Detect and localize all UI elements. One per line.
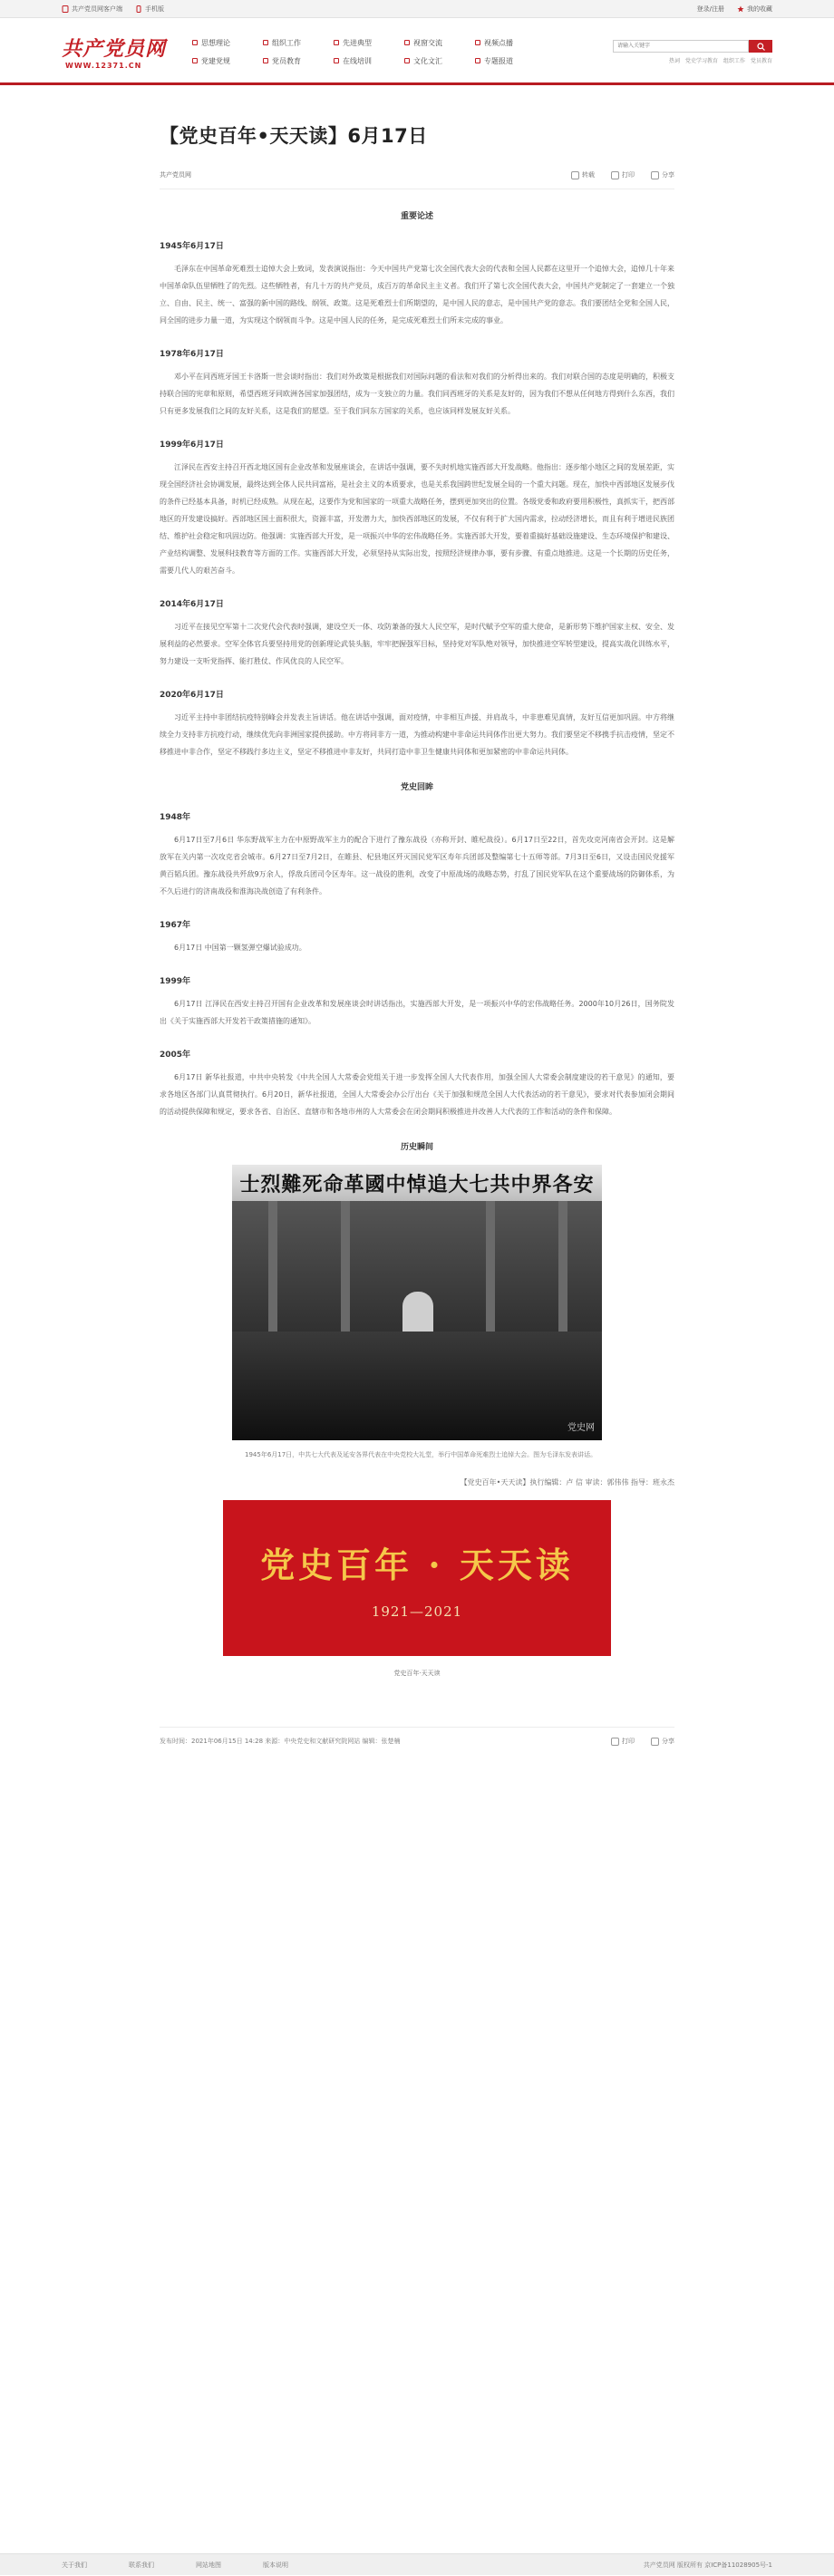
star-icon (737, 5, 744, 13)
promo-caption: 党史百年·天天读 (393, 1670, 441, 1677)
footer-link-sitemap[interactable]: 网站地图 (196, 2561, 221, 2569)
nav-item-theory[interactable]: 思想理论 (192, 35, 257, 50)
search-input[interactable] (613, 40, 749, 53)
nav-item-models[interactable]: 先进典型 (334, 35, 399, 50)
nav-item-exchange[interactable]: 视窗交流 (404, 35, 470, 50)
search-icon (757, 37, 765, 54)
phone-icon (135, 5, 142, 13)
paragraph: 6月17日至7月6日 华东野战军主力在中原野战军主力的配合下进行了豫东战役（亦称开封、睢杞战役）。6月17日至22日，首先攻克河南省会开封。这是解放军在关内第一次攻克省会城市。6月27日至7月2日，在睢县、杞县地区歼灭国民党军区寿年兵团部及整编第七十五师等部。7月3日至6日，又设击国民党援军黄百韬兵团。豫东战役共歼敌9万余人，俘敌兵团司令区寿年。这一战役的胜利，改变了中原战场的战略态势，打乱了国民党军队在这个重要战场的防御体系，为不久后进行的济南战役和淮海决战创造了有利条件。 (160, 836, 674, 896)
share-icon (651, 171, 659, 179)
section-heading: 历史瞬间 (400, 1143, 433, 1152)
print-icon (611, 1738, 619, 1746)
date-heading: 1999年6月17日 (160, 441, 224, 450)
photo-column (341, 1201, 350, 1337)
nav-bullet-icon (334, 40, 339, 45)
nav-bullet-icon (263, 40, 268, 45)
footer-link-version[interactable]: 版本说明 (263, 2561, 288, 2569)
nav-item-culture[interactable]: 文化文汇 (404, 53, 470, 68)
photo-column (558, 1201, 567, 1337)
paragraph: 6月17日 中国第一颗氢弹空爆试验成功。 (174, 944, 306, 952)
main-nav (192, 35, 540, 68)
photo-banner: 士烈難死命革國中悼追大七共中界各安 (232, 1165, 602, 1201)
nav-bullet-icon (404, 40, 410, 45)
mobile-link[interactable]: 手机版 (135, 5, 164, 14)
paragraph: 6月17日 江泽民在西安主持召开国有企业改革和发展座谈会时讲话指出，实施西部大开发，是一项振兴中华的宏伟战略任务。2000年10月26日，国务院发出《关于实施西部大开发若干政策措施的通知》。 (160, 1000, 674, 1025)
nav-bullet-icon (263, 58, 268, 63)
repost-button[interactable]: 转载 (571, 170, 595, 179)
nav-item-video[interactable]: 视频点播 (475, 35, 540, 50)
repost-icon (571, 171, 579, 179)
nav-item-training[interactable]: 在线培训 (334, 53, 399, 68)
article-title: 【党史百年•天天读】6月17日 (160, 125, 428, 147)
share-button[interactable]: 分享 (651, 170, 674, 179)
print-icon (611, 171, 619, 179)
article (160, 121, 674, 1746)
print-button[interactable]: 打印 (611, 170, 635, 179)
nav-bullet-icon (192, 40, 198, 45)
hotword-link[interactable]: 党员教育 (750, 57, 772, 64)
paragraph: 习近平在接见空军第十二次党代会代表时强调，建设空天一体、攻防兼备的强大人民空军，是时代赋予空军的重大使命，是新形势下维护国家主权、安全、发展利益的必然要求。空军全体官兵要坚持用党的创新理论武装头脑，牢牢把握强军目标，坚持党对军队绝对领导，加快推进空军转型建设，提高实战化训练水平，努力建设一支听党指挥、能打胜仗、作风优良的人民空军。 (160, 623, 674, 665)
section-heading: 重要论述 (400, 212, 433, 221)
section-heading: 党史回眸 (400, 783, 433, 792)
year-heading: 1948年 (160, 813, 191, 822)
share-button[interactable]: 分享 (651, 1737, 674, 1746)
date-heading: 2014年6月17日 (160, 600, 224, 609)
article-meta (160, 170, 674, 189)
year-heading: 2005年 (160, 1051, 191, 1060)
search-button[interactable] (749, 40, 772, 53)
photo-caption: 1945年6月17日，中共七大代表及延安各界代表在中央党校大礼堂，举行中国革命死难烈士追悼大会。图为毛泽东发表讲话。 (245, 1451, 597, 1458)
nav-bullet-icon (404, 58, 410, 63)
publish-info: 发布时间：2021年06月15日 14:28 来源：中央党史和文献研究院网站 编辑：张楚楠 (160, 1738, 401, 1745)
paragraph: 习近平主持中非团结抗疫特别峰会并发表主旨讲话。他在讲话中强调，面对疫情，中非相互声援、并肩战斗，中非患难见真情，友好互信更加巩固。中方将继续全力支持非方抗疫行动，继续优先向非洲国家提供援助。中方将同非方一道，为推动构建中非命运共同体作出更大努力。我们要坚定不移携手抗击疫情，坚定不移推进中非合作，坚定不移践行多边主义，坚定不移推进中非友好，共同打造中非卫生健康共同体和更加紧密的中非命运共同体。 (160, 713, 674, 756)
favorites-link[interactable]: 我的收藏 (737, 5, 772, 14)
nav-item-education[interactable]: 党员教育 (263, 53, 328, 68)
site-logo[interactable]: 共产党员网 WWW.12371.CN (62, 37, 167, 70)
year-heading: 1999年 (160, 977, 191, 986)
footer-link-contact[interactable]: 联系我们 (129, 2561, 154, 2569)
promo-title: 党史百年 · 天天读 (260, 1544, 574, 1585)
date-heading: 1945年6月17日 (160, 242, 224, 251)
nav-bullet-icon (475, 40, 480, 45)
bottom-tools (611, 1737, 674, 1746)
publish-info-bar (160, 1727, 674, 1746)
photo-crowd (232, 1332, 602, 1440)
nav-item-organization[interactable]: 组织工作 (263, 35, 328, 50)
print-button[interactable]: 打印 (611, 1737, 635, 1746)
article-source: 共产党员网 (160, 171, 191, 179)
historic-photo (232, 1165, 602, 1440)
search-area (613, 40, 772, 64)
app-icon (62, 5, 69, 13)
photo-column (486, 1201, 495, 1337)
date-heading: 2020年6月17日 (160, 691, 224, 700)
photo-column (268, 1201, 277, 1337)
article-tools (571, 170, 674, 179)
site-header (0, 18, 834, 85)
login-link[interactable]: 登录/注册 (696, 5, 724, 13)
top-bar (0, 0, 834, 18)
paragraph: 毛泽东在中国革命死难烈士追悼大会上致词，发表演说指出：今天中国共产党第七次全国代表大会的代表和全国人民都在这里开一个追悼大会，追悼几十年来中国革命队伍里牺牲了的先烈。这些牺牲者，有几十万的共产党员，成百万的革命民主主义者。我们开了第七次全国代表大会，中国共产党制定了一套建立一个独立、自由、民主、统一、富强的新中国的路线、纲领、政策。这是死难烈士们所期望的，是中国人民的意志，是中国共产党的意志。我们要团结全党和全国人民，同全国的进步力量一道，为实现这个纲领而斗争。这是中国人民的任务，是完成死难烈士们所未完成的事业。 (160, 265, 674, 324)
hotword-link[interactable]: 党史学习教育 (684, 57, 718, 64)
nav-item-rules[interactable]: 党建党规 (192, 53, 257, 68)
nav-bullet-icon (475, 58, 480, 63)
site-footer (0, 2553, 834, 2575)
photo-watermark: 党史网 (567, 1423, 595, 1433)
nav-item-topics[interactable]: 专题报道 (475, 53, 540, 68)
promo-years: 1921—2021 (371, 1603, 463, 1620)
year-heading: 1967年 (160, 921, 191, 930)
hotword-link[interactable]: 组织工作 (722, 57, 745, 64)
paragraph: 6月17日 新华社报道，中共中央转发《中共全国人大常委会党组关于进一步发挥全国人大代表作用，加强全国人大常委会制度建设的若干意见》的通知，要求各地区各部门认真贯彻执行。6月20日，新华社报道，全国人大常委会办公厅出台《关于加强和规范全国人大代表活动的若干意见》，要求对代表参加闭会期间的活动提供保障和规定，要求各省、自治区、直辖市和各地市州的人大常委会在闭会期间积极推进并改善人大代表的工作和活动的条件和保障。 (160, 1073, 674, 1116)
hotwords: 热词 党史学习教育 组织工作 党员教育 (668, 57, 772, 64)
date-heading: 1978年6月17日 (160, 350, 224, 359)
editor-credits: 【党史百年•天天读】执行编辑：卢 信 审读：郭伟伟 指导：班永杰 (460, 1478, 674, 1487)
nav-bullet-icon (192, 58, 198, 63)
nav-bullet-icon (334, 58, 339, 63)
footer-link-about[interactable]: 关于我们 (62, 2561, 87, 2569)
paragraph: 江泽民在西安主持召开西北地区国有企业改革和发展座谈会，在讲话中强调，要不失时机地实施西部大开发战略。他指出：逐步缩小地区之间的发展差距，实现全国经济社会协调发展，最终达到全体人民共同富裕，是社会主义的本质要求，也是关系我国跨世纪发展全局的一个重大问题。现在，加快中西部地区发展步伐的条件已经基本具备，时机已经成熟。从现在起，这要作为党和国家的一项重大战略任务，摆到更加突出的位置。各级党委和政府要用积极性，真抓实干，把西部地区的开发建设搞好。西部地区国土面积很大，资源丰富，开发潜力大，加快西部地区的发展，不仅有利于扩大国内需求，拉动经济增长，而且有利于增进民族团结、维护社会稳定和巩固边防。他强调：实施西部大开发，是一项振兴中华的宏伟战略任务。实施西部大开发，要着重搞好基础设施建设、生态环境保护和建设、产业结构调整、发展科技教育等方面的工作。实施西部大开发，必须坚持从实际出发，按照经济规律办事，要有步骤、有重点地推进。这是一个长期的历史任务，需要几代人的艰苦奋斗。 (160, 463, 674, 575)
paragraph: 邓小平在同西班牙国王卡洛斯一世会谈时指出：我们对外政策是根据我们对国际问题的看法和对我们的分析得出来的。我们对联合国的态度是明确的，积极支持联合国的宪章和原则，希望西班牙同欧洲各国家加强团结，成为一支独立的力量。我们同西班牙的关系是友好的，因为我们不想从任何地方得到什么东西，我们只有更多发展我们之间的友好关系，这是我们的愿望。至于我们同东方国家的关系，也应该同样发展友好关系。 (160, 373, 674, 415)
footer-copyright: 共产党员网 版权所有 京ICP备11028905号-1 (643, 2561, 772, 2569)
client-link[interactable]: 共产党员网客户端 (62, 5, 122, 14)
share-icon (651, 1738, 659, 1746)
promo-banner[interactable] (223, 1500, 611, 1656)
